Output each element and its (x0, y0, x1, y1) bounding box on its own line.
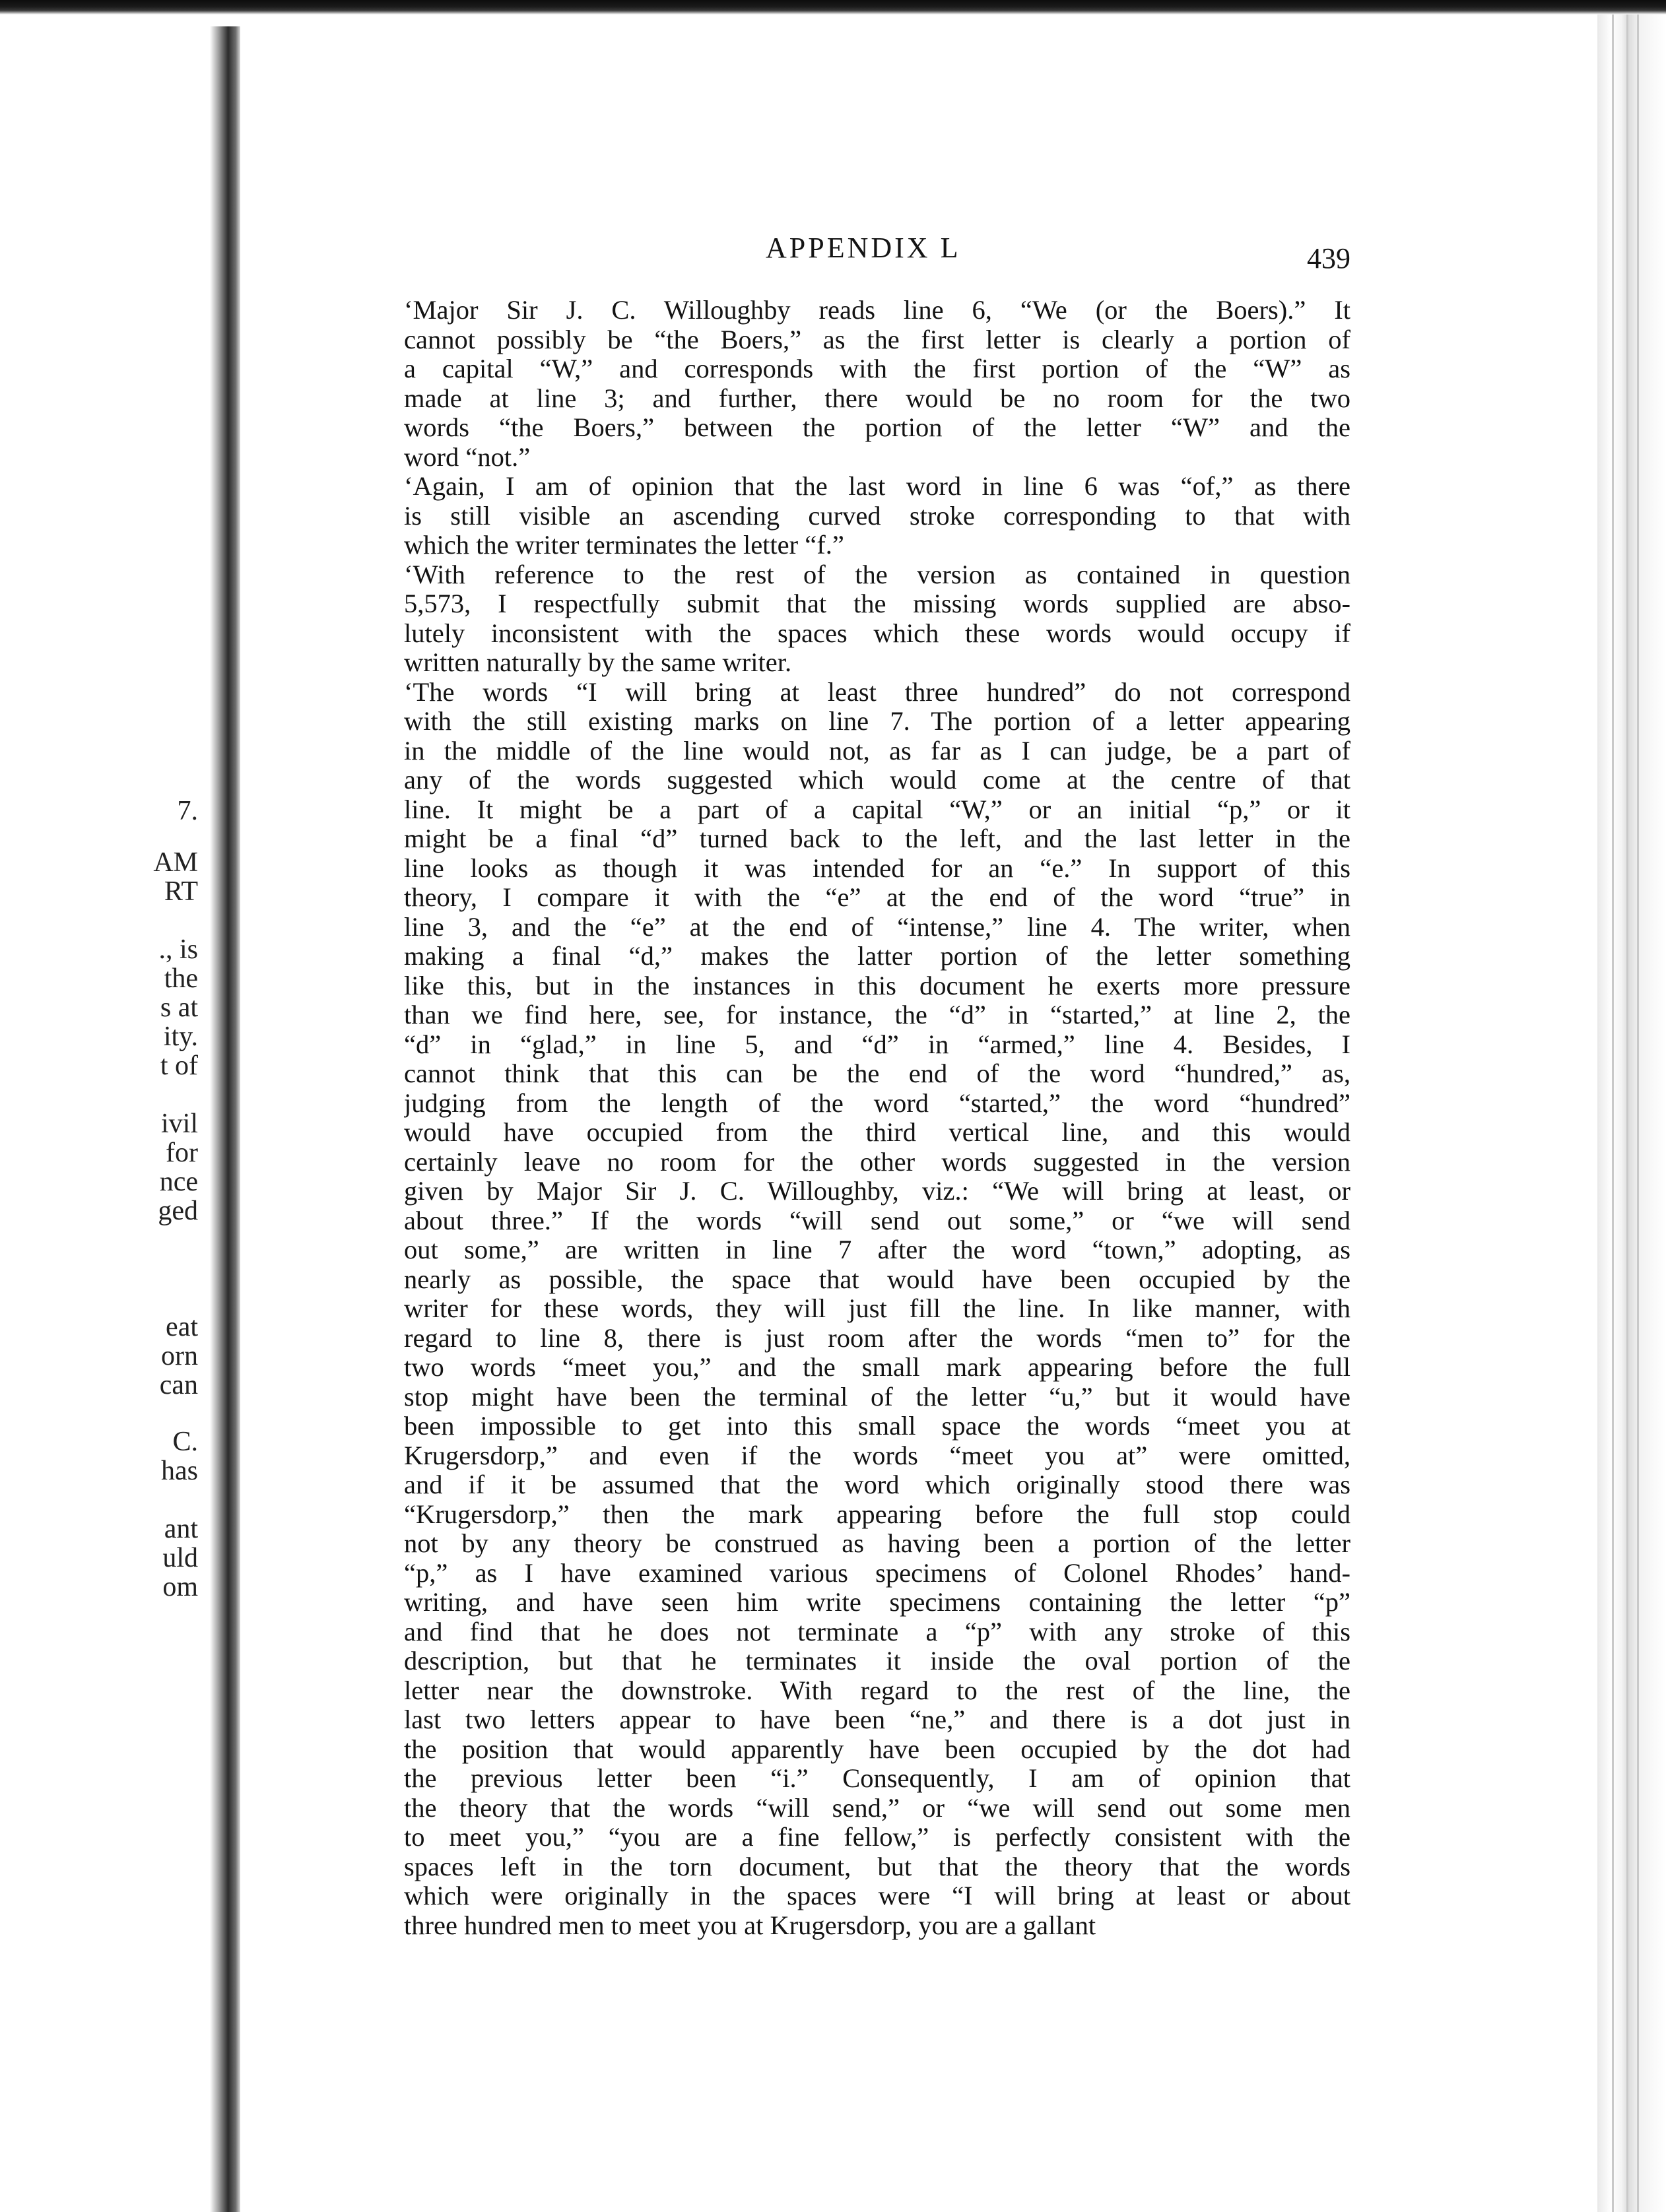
left-page-fragment: uld (162, 1543, 198, 1573)
text-line: ‘With reference to the rest of the version as contained in question (404, 560, 1350, 589)
left-page-fragment: for (166, 1138, 198, 1168)
text-line: letter near the downstroke. With regard to the rest of the line, the (404, 1675, 1350, 1705)
left-page-fragment: ant (164, 1514, 198, 1544)
text-line: to meet you,” “you are a fine fellow,” is perfectly consistent with the (404, 1823, 1350, 1852)
left-page-fragment: orn (161, 1341, 198, 1371)
text-line: Krugersdorp,” and even if the words “meet you at” were omitted, (404, 1441, 1350, 1470)
left-page-fragment: ivil (160, 1109, 198, 1139)
text-line: writer for these words, they will just fill the line. In like manner, with (404, 1294, 1350, 1323)
left-page-fragment: eat (166, 1312, 198, 1342)
text-line: last two letters appear to have been “ne,” and there is a dot just in (404, 1705, 1350, 1734)
left-page-fragment: ity. (163, 1022, 198, 1052)
text-line: three hundred men to meet you at Krugersdorp, you are a gallant (404, 1910, 1096, 1940)
text-line: lutely inconsistent with the spaces which these words would occupy if (404, 618, 1350, 648)
text-line: not by any theory be construed as having been a portion of the letter (404, 1529, 1350, 1558)
text-line: written naturally by the same writer. (404, 648, 792, 677)
body-text (404, 296, 1350, 1940)
text-line: than we find here, see, for instance, the “d” in “started,” at line 2, the (404, 1000, 1350, 1029)
text-line: “d” in “glad,” in line 5, and “d” in “armed,” line 4. Besides, I (404, 1029, 1350, 1059)
left-page-fragment: ged (158, 1196, 198, 1226)
text-line: with the still existing marks on line 7. The portion of a letter appearing (404, 707, 1350, 736)
page-edges (1597, 15, 1666, 2212)
text-line: line. It might be a part of a capital “W,” or an initial “p,” or it (404, 795, 1350, 824)
text-line: nearly as possible, the space that would have been occupied by the (404, 1264, 1350, 1294)
text-line: ‘The words “I will bring at least three hundred” do not correspond (404, 677, 1350, 707)
page-number: 439 (1307, 242, 1350, 275)
text-line: certainly leave no room for the other words suggested in the version (404, 1147, 1350, 1177)
text-line: making a final “d,” makes the latter portion of the letter something (404, 942, 1350, 971)
text-line: “Krugersdorp,” then the mark appearing before the full stop could (404, 1499, 1350, 1529)
text-line: “p,” as I have examined various specimens of Colonel Rhodes’ hand- (404, 1558, 1350, 1588)
left-page-fragment: s at (160, 992, 198, 1023)
text-line: the position that would apparently have been occupied by the dot had (404, 1734, 1350, 1764)
text-line: made at line 3; and further, there would be no room for the two (404, 383, 1350, 413)
text-line: description, but that he terminates it inside the oval portion of the (404, 1646, 1350, 1675)
text-line: the previous letter been “i.” Consequently, I am of opinion that (404, 1764, 1350, 1793)
text-line: 5,573, I respectfully submit that the missing words supplied are abso- (404, 589, 1350, 618)
text-line: been impossible to get into this small space the words “meet you at (404, 1412, 1350, 1441)
left-page-fragment: AM (153, 847, 198, 878)
text-line: line 3, and the “e” at the end of “intense,” line 4. The writer, when (404, 912, 1350, 942)
text-line: theory, I compare it with the “e” at the end of the word “true” in (404, 883, 1350, 912)
left-page-fragment: ., is (158, 934, 198, 965)
text-line: any of the words suggested which would come at the centre of that (404, 765, 1350, 795)
left-page-fragment: the (164, 963, 198, 994)
text-line: in the middle of the line would not, as far as I can judge, be a part of (404, 736, 1350, 765)
text-line: is still visible an ascending curved stroke corresponding to that with (404, 501, 1350, 531)
text-line: which were originally in the spaces were “I will bring at least or about (404, 1881, 1350, 1910)
text-line: line looks as though it was intended for an “e.” In support of this (404, 853, 1350, 883)
left-page-fragment: RT (164, 876, 198, 907)
text-line: ‘Again, I am of opinion that the last word in line 6 was “of,” as there (404, 472, 1350, 501)
page-header (396, 231, 1353, 275)
text-line: stop might have been the terminal of the letter “u,” but it would have (404, 1382, 1350, 1412)
left-page-fragment: can (159, 1370, 198, 1400)
text-line: and if it be assumed that the word which originally stood there was (404, 1470, 1350, 1499)
book-gutter (210, 26, 240, 2212)
text-line: a capital “W,” and corresponds with the first portion of the “W” as (404, 354, 1350, 383)
text-line: words “the Boers,” between the portion of the letter “W” and the (404, 413, 1350, 442)
text-line: spaces left in the torn document, but that the theory that the words (404, 1852, 1350, 1881)
text-line: like this, but in the instances in this document he exerts more pressure (404, 971, 1350, 1000)
text-line: might be a final “d” turned back to the left, and the last letter in the (404, 824, 1350, 853)
text-line: the theory that the words “will send,” or “we will send out some men (404, 1793, 1350, 1823)
text-line: judging from the length of the word “started,” the word “hundred” (404, 1088, 1350, 1118)
left-page-fragment: has (161, 1456, 198, 1486)
left-page-fragment: 7. (177, 796, 198, 826)
text-line: two words “meet you,” and the small mark appearing before the full (404, 1353, 1350, 1382)
text-line: word “not.” (404, 442, 531, 472)
text-line: cannot possibly be “the Boers,” as the first letter is clearly a portion of (404, 325, 1350, 354)
text-line: given by Major Sir J. C. Willoughby, viz.: “We will bring at least, or (404, 1177, 1350, 1206)
text-line: cannot think that this can be the end of the word “hundred,” as, (404, 1059, 1350, 1088)
text-line: out some,” are written in line 7 after the word “town,” adopting, as (404, 1235, 1350, 1264)
text-line: would have occupied from the third vertical line, and this would (404, 1118, 1350, 1147)
text-line: regard to line 8, there is just room after the words “men to” for the (404, 1323, 1350, 1353)
text-line: writing, and have seen him write specimens containing the letter “p” (404, 1588, 1350, 1617)
running-head: APPENDIX L (766, 232, 961, 264)
left-page-fragment: om (162, 1572, 198, 1602)
scan-top-edge (0, 0, 1666, 15)
text-line: about three.” If the words “will send out some,” or “we will send (404, 1206, 1350, 1235)
left-page-fragment: t of (160, 1051, 198, 1081)
left-page-fragment: C. (172, 1427, 198, 1457)
text-line: which the writer terminates the letter “f.” (404, 531, 844, 560)
text-line: and find that he does not terminate a “p” with any stroke of this (404, 1617, 1350, 1646)
left-page-fragment: nce (159, 1167, 198, 1197)
text-line: ‘Major Sir J. C. Willoughby reads line 6, “We (or the Boers).” It (404, 296, 1350, 325)
